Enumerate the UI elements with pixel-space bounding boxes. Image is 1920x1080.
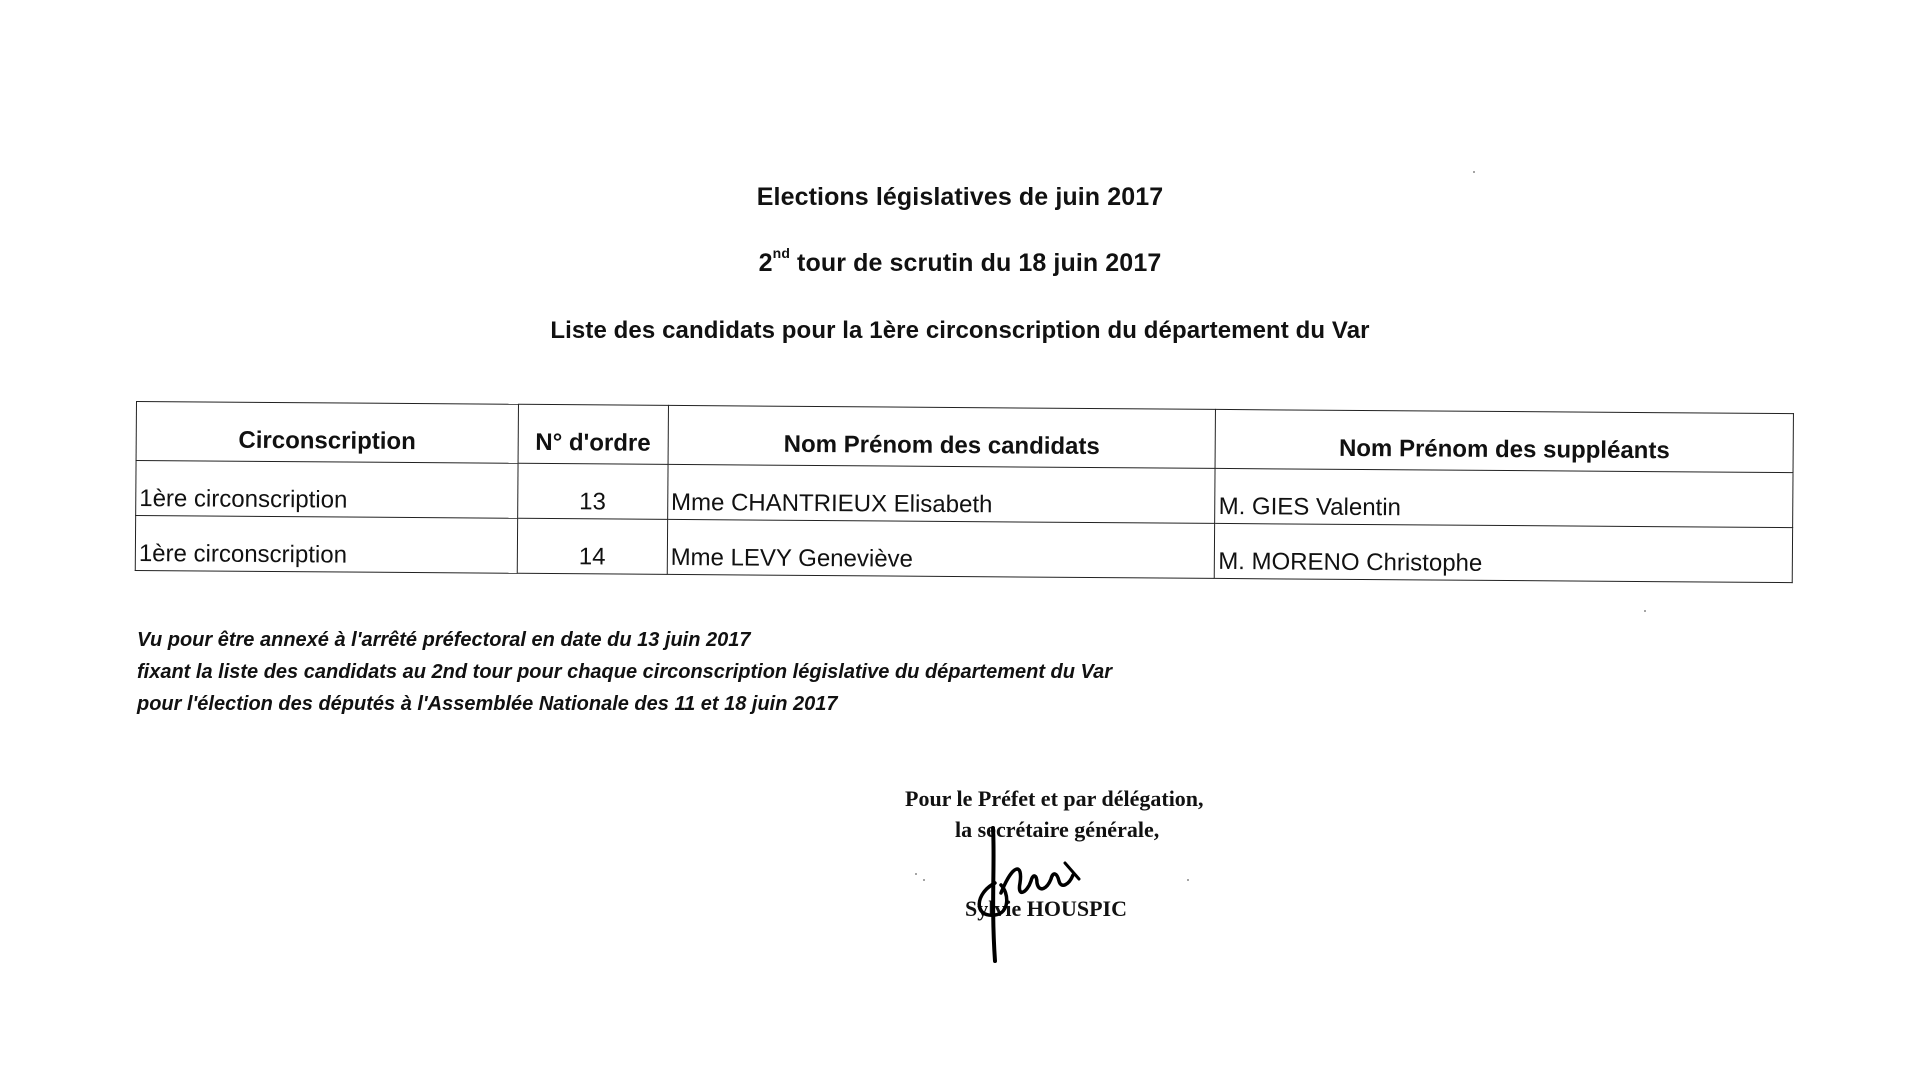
scan-speck xyxy=(923,879,925,881)
candidates-table xyxy=(135,401,1794,583)
delegation-line: Pour le Préfet et par délégation, xyxy=(905,786,1204,811)
cell-numero: 13 xyxy=(517,463,667,519)
scan-speck xyxy=(1187,879,1189,881)
round-date-text: tour de scrutin du 18 juin 2017 xyxy=(789,249,1162,277)
header-candidats: Nom Prénom des candidats xyxy=(668,405,1216,468)
annex-note xyxy=(137,624,1112,720)
handwritten-signature-icon xyxy=(965,823,1145,963)
cell-circonscription: 1ère circonscription xyxy=(136,461,518,519)
cell-candidat: Mme CHANTRIEUX Elisabeth xyxy=(667,464,1215,523)
cell-numero: 14 xyxy=(517,518,667,574)
document-title: Elections législatives de juin 2017 xyxy=(756,183,1164,211)
scan-speck xyxy=(915,873,917,875)
signatory-name: Sylvie HOUSPIC xyxy=(965,896,1127,921)
cell-circonscription: 1ère circonscription xyxy=(135,516,517,574)
cell-suppleant: M. MORENO Christophe xyxy=(1215,523,1793,582)
cell-suppleant: M. GIES Valentin xyxy=(1215,468,1793,527)
header-suppleants: Nom Prénom des suppléants xyxy=(1215,409,1793,472)
annex-line: pour l'élection des députés à l'Assemblée Nationale des 11 et 18 juin 2017 xyxy=(137,693,838,715)
round-ordinal-suffix: nd xyxy=(772,245,790,261)
header-circonscription: Circonscription xyxy=(136,402,518,464)
scan-speck xyxy=(1473,171,1475,173)
list-heading: Liste des candidats pour la 1ère circonscription du département du Var xyxy=(550,317,1370,344)
scan-speck xyxy=(1644,610,1646,612)
annex-line: Vu pour être annexé à l'arrêté préfectoral en date du 13 juin 2017 xyxy=(137,629,751,651)
annex-line: fixant la liste des candidats au 2nd tour pour chaque circonscription législative du département du Var xyxy=(137,661,1113,683)
signatory-role: la secrétaire générale, xyxy=(955,817,1160,842)
table-row xyxy=(135,516,1792,583)
header-numero-ordre: N° d'ordre xyxy=(518,404,668,464)
round-subtitle xyxy=(0,245,1920,278)
round-number: 2 xyxy=(758,249,773,277)
cell-candidat: Mme LEVY Geneviève xyxy=(667,519,1215,578)
